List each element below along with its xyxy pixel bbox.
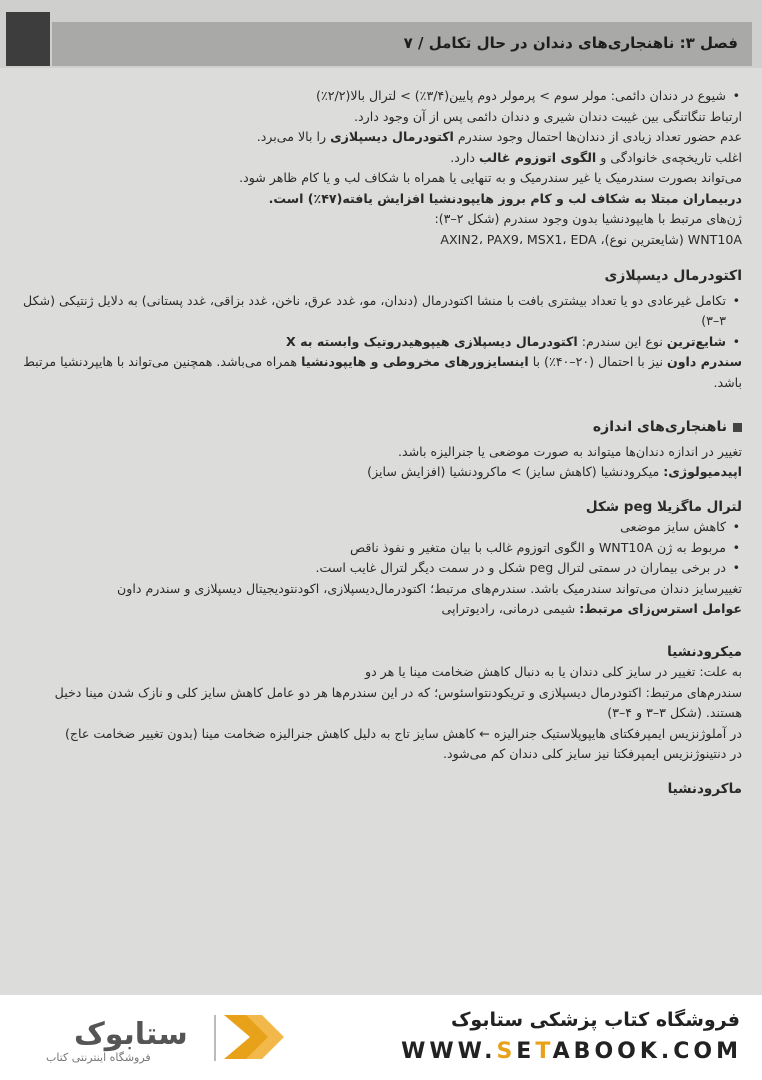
logo-subtitle: فروشگاه اینترنتی کتاب [46,1051,151,1064]
logo-text: ستابوک [74,1017,188,1052]
list-item: • کاهش سایز موضعی [18,517,742,538]
text-line: عوامل استرس‌زای مرتبط: شیمی درمانی، رادیوتراپی [441,601,742,616]
text-line: اپیدمیولوژی: میکرودنشیا (کاهش سایز) > ماکرودنشیا (افزایش سایز) [367,464,742,479]
setabook-logo [14,1007,284,1069]
heading-microdontia: میکرودنشیا [667,643,742,660]
text-line: دربیماران مبتلا به شکاف لب و کام بروز هایپودنشیا افزایش یافته(۴۷٪) است. [268,190,742,206]
text-line: می‌تواند بصورت سندرمیک یا غیر سندرمیک و به تنهایی یا همراه با شکاف لب و یا کام ظاهر شود. [239,170,742,185]
text-line: ژن‌های مرتبط با هایپودنشیا بدون وجود سندرم (شکل ۲–۳): [434,211,742,226]
text-line: در آملوژنزیس ایمپرفکتای هایپوپلاستیک جنرالیزه ← کاهش سایز تاج به دلیل کاهش جنرالیزه ضخامت مینا (بدون تغییر ضخامت عاج) [64,725,742,741]
prevalence-line: • شیوع در دندان دائمی: مولر سوم > پرمولر دوم پایین(۳/۴٪) > لترال بالا(۲/۲٪) [18,86,742,107]
heading-peg-lateral: لترال ماگزیلا peg شکل [585,498,742,515]
store-title: فروشگاه کتاب پزشکی ستابوک [450,1009,740,1031]
text-line: به علت: تغییر در سایز کلی دندان یا به دنبال کاهش ضخامت مینا یا هر دو [364,664,742,679]
heading-ectodermal-dysplasia: اکتودرمال دیسپلازی [604,268,742,284]
text-line: ارتباط تنگاتنگی بین غیبت دندان شیری و دندان دائمی پس از آن وجود دارد. [354,108,742,124]
page-header [0,0,762,68]
chapter-title: فصل ۳: ناهنجاری‌های دندان در حال تکامل / ۷ [403,34,738,52]
text-line: سندرم داون نیز با احتمال (۲۰–۴۰٪) با اینسایزورهای مخروطی و هایپودنشیا همراه می‌باشد. همچنین می‌تواند با هایپردنشیا مرتبط باشد. [23,354,742,390]
heading-macrodontia: ماکرودنشیا [667,780,742,797]
text-line: اغلب تاریخچه‌ی خانوادگی و الگوی اتوزوم غالب دارد. [450,149,742,165]
text-line: تغییر در اندازه دندان‌ها میتواند به صورت موضعی یا جنرالیزه باشد. [397,443,742,459]
gene-list: WNT10A (شایعترین نوع)، AXIN2، PAX9، MSX1، EDA [440,231,742,247]
page-body [18,86,742,799]
list-item: • مربوط به ژن WNT10A و الگوی اتوزوم غالب با بیان متغیر و نفوذ ناقص [18,538,742,559]
list-item: • شایع‌ترین نوع این سندرم: اکتودرمال دیسپلازی هیپوهیدروتیک وابسته به X [18,332,742,353]
section-square-icon [733,423,742,432]
list-item: • در برخی بیماران در سمتی لترال peg شکل و در سمت دیگر لترال غایب است. [18,558,742,579]
header-dark-block [6,12,50,66]
text-line: عدم حضور تعداد زیادی از دندان‌ها احتمال وجود سندرم اکتودرمال دیسپلازی را بالا می‌برد. [256,129,742,144]
text-line: در دنتینوژنزیس ایمپرفکتا نیز سایز کلی دندان کم می‌شود. [443,746,742,761]
heading-size-anomalies: ناهنجاری‌های اندازه [18,417,742,438]
store-url: WWW.SETABOOK.COM [401,1039,742,1064]
list-item: • تکامل غیرعادی دو یا تعداد بیشتری بافت با منشا اکتودرمال (دندان، مو، غدد عرق، ناخن، غدد بزاقی، غدد پستانی) به دلایل ژنتیکی (شکل ۳–۳) [18,291,742,332]
text-line: تغییرسایز دندان می‌تواند سندرمیک باشد. سندرم‌های مرتبط؛ اکتودرمال‌دیسپلازی، اکودنتودیجیتال دیسپلازی و سندرم داون [117,580,742,596]
watermark-footer [0,995,762,1080]
text-line: سندرم‌های مرتبط: اکتودرمال دیسپلازی و تریکودنتواسئوس؛ که در این سندرم‌ها هر دو عامل کاهش سایز کلی و نازک شدن مینا دخیل هستند. (شکل ۳–۳ و ۴–۳) [54,684,742,720]
